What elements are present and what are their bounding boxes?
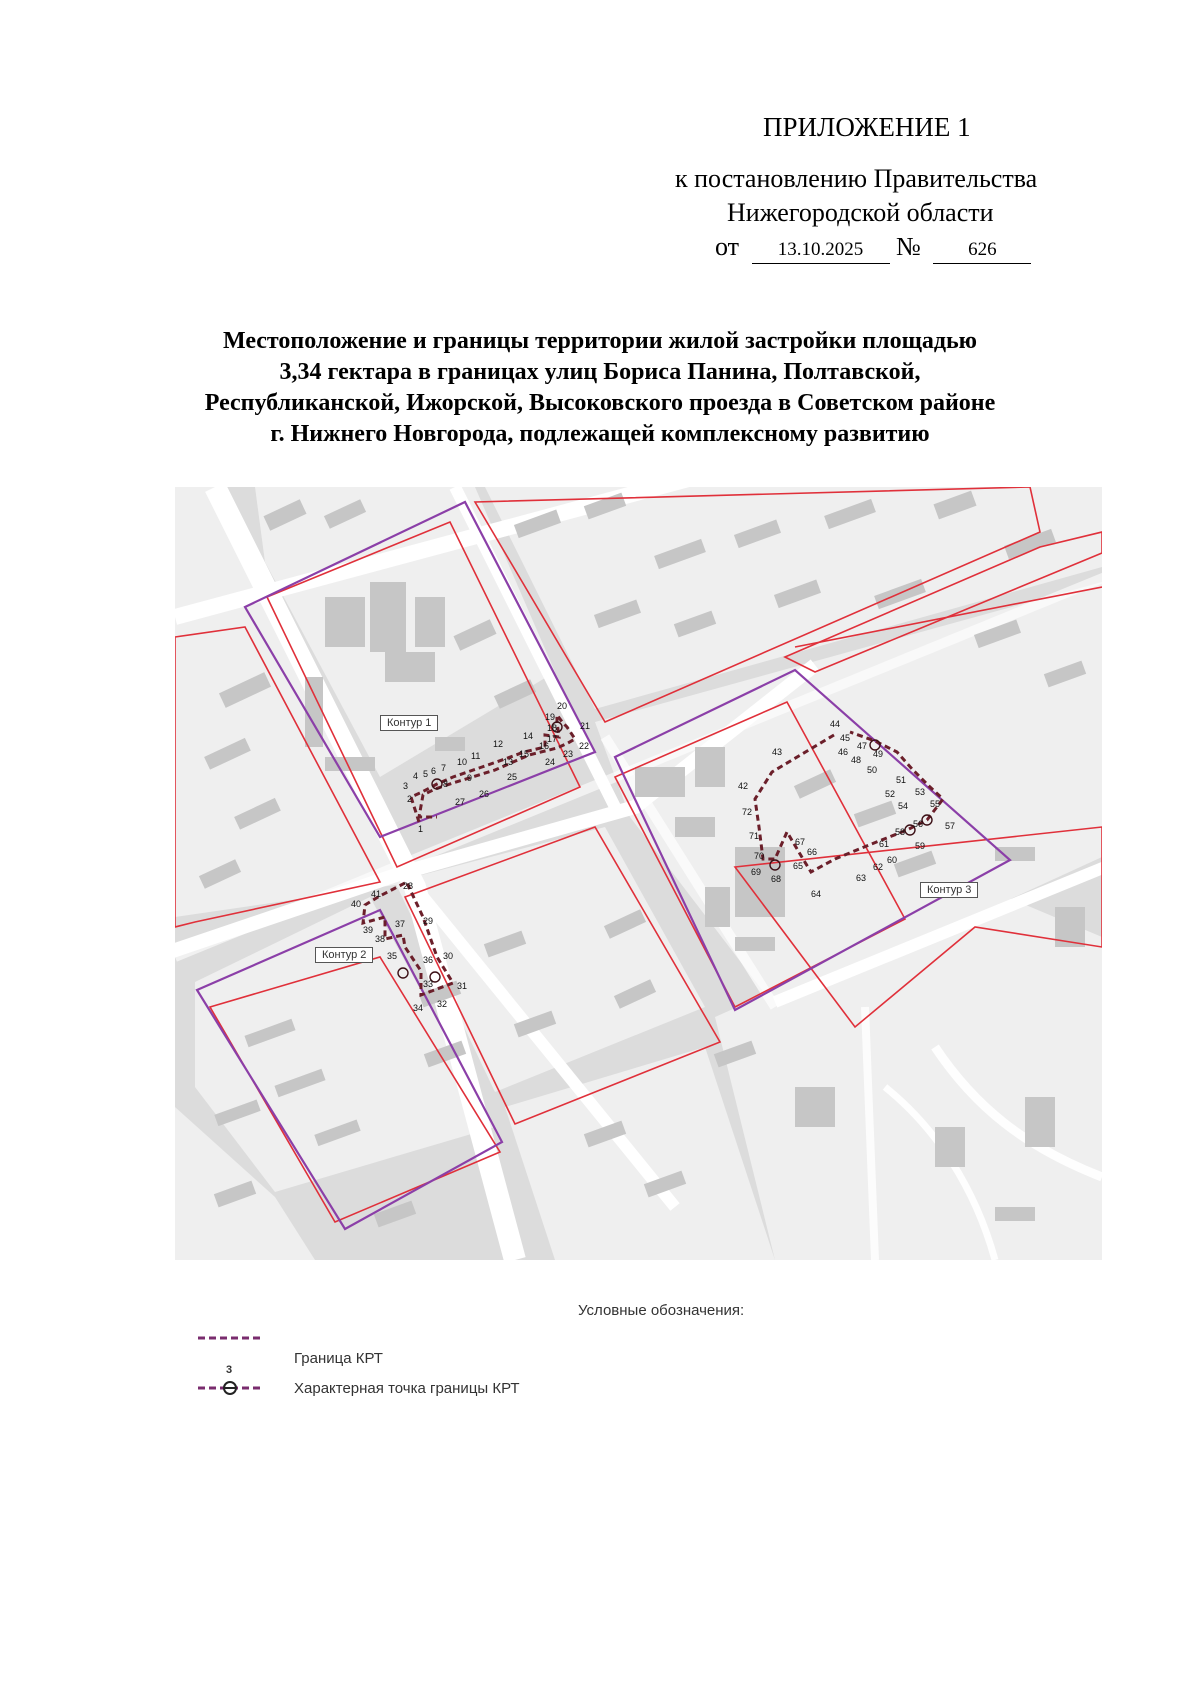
- svg-text:13: 13: [503, 757, 514, 767]
- svg-text:71: 71: [749, 831, 760, 841]
- svg-text:56: 56: [913, 819, 924, 829]
- svg-text:59: 59: [915, 841, 926, 851]
- svg-text:61: 61: [879, 839, 890, 849]
- legend-point-label: Характерная точка границы КРТ: [294, 1380, 520, 1397]
- from-label: от: [715, 232, 740, 261]
- svg-text:14: 14: [523, 731, 534, 741]
- svg-text:15: 15: [519, 749, 530, 759]
- svg-text:18: 18: [547, 723, 558, 733]
- svg-text:10: 10: [457, 757, 468, 767]
- svg-text:49: 49: [873, 749, 884, 759]
- svg-text:66: 66: [807, 847, 818, 857]
- svg-text:30: 30: [443, 951, 454, 961]
- site-map-drawing: [175, 487, 1102, 1260]
- svg-text:41: 41: [371, 889, 382, 899]
- svg-text:67: 67: [795, 837, 806, 847]
- appendix-title: ПРИЛОЖЕНИЕ 1: [763, 112, 971, 142]
- svg-text:34: 34: [413, 1003, 424, 1013]
- svg-text:53: 53: [915, 787, 926, 797]
- svg-text:72: 72: [742, 807, 753, 817]
- svg-text:19: 19: [545, 712, 556, 722]
- svg-text:7: 7: [441, 763, 447, 773]
- svg-text:44: 44: [830, 719, 841, 729]
- svg-text:16: 16: [539, 741, 550, 751]
- svg-text:36: 36: [423, 955, 434, 965]
- svg-text:28: 28: [403, 881, 414, 891]
- svg-text:11: 11: [471, 751, 481, 761]
- svg-text:38: 38: [375, 934, 386, 944]
- svg-text:27: 27: [455, 797, 466, 807]
- svg-text:31: 31: [457, 981, 468, 991]
- resolution-number: 626: [933, 237, 1031, 264]
- heading-line-4: г. Нижнего Новгорода, подлежащей комплексному развитию: [270, 421, 930, 447]
- svg-text:52: 52: [885, 789, 896, 799]
- svg-text:40: 40: [351, 899, 362, 909]
- svg-text:64: 64: [811, 889, 822, 899]
- svg-text:6: 6: [431, 766, 437, 776]
- resolution-line: к постановлению Правительства: [675, 164, 1038, 193]
- svg-text:1: 1: [418, 824, 424, 834]
- legend-boundary-label: Граница КРТ: [294, 1350, 383, 1367]
- svg-text:60: 60: [887, 855, 898, 865]
- svg-text:42: 42: [738, 781, 749, 791]
- site-map: [175, 487, 1102, 1260]
- svg-text:2: 2: [407, 794, 413, 804]
- heading-line-2: 3,34 гектара в границах улиц Бориса Панина, Полтавской,: [279, 359, 921, 385]
- svg-text:70: 70: [754, 851, 765, 861]
- svg-text:35: 35: [387, 951, 398, 961]
- svg-text:17: 17: [547, 734, 558, 744]
- contour-3-label: Контур 3: [920, 882, 978, 898]
- svg-text:55: 55: [930, 799, 941, 809]
- svg-text:51: 51: [896, 775, 907, 785]
- svg-text:47: 47: [857, 741, 868, 751]
- svg-text:29: 29: [423, 916, 434, 926]
- legend-title: Условные обозначения:: [578, 1302, 745, 1319]
- svg-text:4: 4: [413, 771, 419, 781]
- document-heading: [150, 326, 1050, 450]
- date-number-line: [715, 232, 1031, 264]
- region-line: Нижегородской области: [727, 198, 994, 227]
- svg-text:25: 25: [507, 772, 518, 782]
- svg-text:50: 50: [867, 765, 878, 775]
- contour-2-label: Контур 2: [315, 947, 373, 963]
- svg-text:20: 20: [557, 701, 568, 711]
- svg-text:69: 69: [751, 867, 762, 877]
- svg-text:21: 21: [580, 721, 591, 731]
- svg-text:9: 9: [467, 773, 473, 783]
- svg-text:48: 48: [851, 755, 862, 765]
- svg-text:39: 39: [363, 925, 374, 935]
- svg-text:24: 24: [545, 757, 556, 767]
- contour-1-label: Контур 1: [380, 715, 438, 731]
- svg-text:45: 45: [840, 733, 851, 743]
- svg-text:54: 54: [898, 801, 909, 811]
- boundary-line-icon: [196, 1330, 266, 1360]
- svg-text:26: 26: [479, 789, 490, 799]
- svg-text:63: 63: [856, 873, 867, 883]
- svg-text:23: 23: [563, 749, 574, 759]
- svg-text:33: 33: [423, 979, 434, 989]
- legend-point-example: 3: [226, 1364, 233, 1376]
- resolution-date: 13.10.2025: [752, 237, 890, 264]
- svg-text:58: 58: [895, 827, 906, 837]
- heading-line-1: Местоположение и границы территории жилой застройки площадью: [222, 328, 978, 354]
- svg-text:43: 43: [772, 747, 783, 757]
- svg-text:62: 62: [873, 862, 884, 872]
- svg-text:5: 5: [423, 769, 429, 779]
- heading-line-3: Республиканской, Ижорской, Высоковского проезда в Советском районе: [204, 390, 996, 416]
- svg-text:68: 68: [771, 874, 782, 884]
- svg-text:57: 57: [945, 821, 956, 831]
- svg-text:32: 32: [437, 999, 448, 1009]
- svg-text:8: 8: [443, 779, 449, 789]
- svg-text:3: 3: [403, 781, 409, 791]
- svg-text:22: 22: [579, 741, 590, 751]
- number-sign: №: [896, 232, 921, 261]
- svg-text:12: 12: [493, 739, 504, 749]
- svg-text:65: 65: [793, 861, 804, 871]
- svg-text:46: 46: [838, 747, 849, 757]
- svg-text:37: 37: [395, 919, 406, 929]
